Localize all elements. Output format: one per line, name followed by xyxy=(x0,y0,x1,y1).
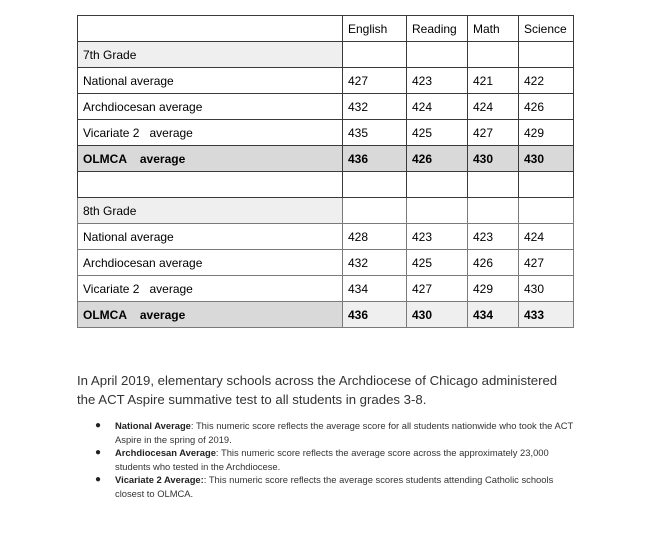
empty-cell xyxy=(519,198,574,224)
header-cell-english: English xyxy=(343,16,407,42)
bullet-icon: ● xyxy=(95,447,102,458)
row-label: OLMCA average xyxy=(78,146,343,172)
header-cell-reading: Reading xyxy=(407,16,468,42)
science-score: 433 xyxy=(519,302,574,328)
empty-cell xyxy=(519,42,574,68)
bullet-icon: ● xyxy=(95,420,102,431)
english-score: 427 xyxy=(343,68,407,94)
empty-cell xyxy=(468,172,519,198)
definition-term: National Average xyxy=(115,420,191,431)
olmca-row-grade-8 xyxy=(78,302,574,328)
header-cell-blank xyxy=(78,16,343,42)
science-score: 426 xyxy=(519,94,574,120)
english-score: 432 xyxy=(343,250,407,276)
science-score: 429 xyxy=(519,120,574,146)
empty-cell xyxy=(78,172,343,198)
empty-cell xyxy=(407,198,468,224)
row-label: OLMCA average xyxy=(78,302,343,328)
reading-score: 425 xyxy=(407,120,468,146)
science-score: 430 xyxy=(519,276,574,302)
empty-cell xyxy=(407,172,468,198)
olmca-row-grade-7 xyxy=(78,146,574,172)
reading-score: 423 xyxy=(407,68,468,94)
header-row xyxy=(78,16,574,42)
empty-cell xyxy=(519,172,574,198)
math-score: 423 xyxy=(468,224,519,250)
table-row xyxy=(78,68,574,94)
reading-score: 430 xyxy=(407,302,468,328)
definition-term: Archdiocesan Average xyxy=(115,447,216,458)
grade-7-label: 7th Grade xyxy=(78,42,343,68)
intro-paragraph: In April 2019, elementary schools across the Archdiocese of Chicago administered the ACT Aspire summative test to all students in grades 3-8. xyxy=(77,373,558,407)
definition-text: : This numeric score reflects the average score for all students nationwide who took the ACT Aspire in the spring of 2019. xyxy=(115,420,574,445)
science-score: 430 xyxy=(519,146,574,172)
science-score: 422 xyxy=(519,68,574,94)
spacer-row xyxy=(78,172,574,198)
definition-text: : This numeric score reflects the average scores students attending Catholic schools closest to OLMCA. xyxy=(115,474,554,499)
definition-item-national xyxy=(77,419,577,446)
empty-cell xyxy=(468,42,519,68)
test-scores-table xyxy=(77,15,574,328)
row-label: National average xyxy=(78,224,343,250)
row-label: National average xyxy=(78,68,343,94)
reading-score: 427 xyxy=(407,276,468,302)
english-score: 435 xyxy=(343,120,407,146)
math-score: 421 xyxy=(468,68,519,94)
reading-score: 424 xyxy=(407,94,468,120)
empty-cell xyxy=(343,42,407,68)
reading-score: 426 xyxy=(407,146,468,172)
header-cell-science: Science xyxy=(519,16,574,42)
table-row xyxy=(78,250,574,276)
table-row xyxy=(78,120,574,146)
row-label: Vicariate 2 average xyxy=(78,276,343,302)
definition-text: : This numeric score reflects the average score across the approximately 23,000 students who tested in the Archdiocese. xyxy=(115,447,549,472)
grade-7-header-row xyxy=(78,42,574,68)
empty-cell xyxy=(343,172,407,198)
science-score: 427 xyxy=(519,250,574,276)
math-score: 434 xyxy=(468,302,519,328)
header-cell-math: Math xyxy=(468,16,519,42)
math-score: 429 xyxy=(468,276,519,302)
row-label: Archdiocesan average xyxy=(78,94,343,120)
math-score: 430 xyxy=(468,146,519,172)
definition-item-vicariate xyxy=(77,473,577,500)
english-score: 434 xyxy=(343,276,407,302)
table-row xyxy=(78,224,574,250)
empty-cell xyxy=(407,42,468,68)
definition-term: Vicariate 2 Average: xyxy=(115,474,204,485)
table-row xyxy=(78,276,574,302)
reading-score: 425 xyxy=(407,250,468,276)
empty-cell xyxy=(468,198,519,224)
row-label: Archdiocesan average xyxy=(78,250,343,276)
grade-8-label: 8th Grade xyxy=(78,198,343,224)
math-score: 427 xyxy=(468,120,519,146)
math-score: 426 xyxy=(468,250,519,276)
row-label: Vicariate 2 average xyxy=(78,120,343,146)
english-score: 428 xyxy=(343,224,407,250)
definitions-list xyxy=(77,419,577,500)
english-score: 432 xyxy=(343,94,407,120)
reading-score: 423 xyxy=(407,224,468,250)
grade-8-header-row xyxy=(78,198,574,224)
table-row xyxy=(78,94,574,120)
empty-cell xyxy=(343,198,407,224)
science-score: 424 xyxy=(519,224,574,250)
definition-item-archdiocesan xyxy=(77,446,577,473)
bullet-icon: ● xyxy=(95,474,102,485)
english-score: 436 xyxy=(343,302,407,328)
math-score: 424 xyxy=(468,94,519,120)
english-score: 436 xyxy=(343,146,407,172)
